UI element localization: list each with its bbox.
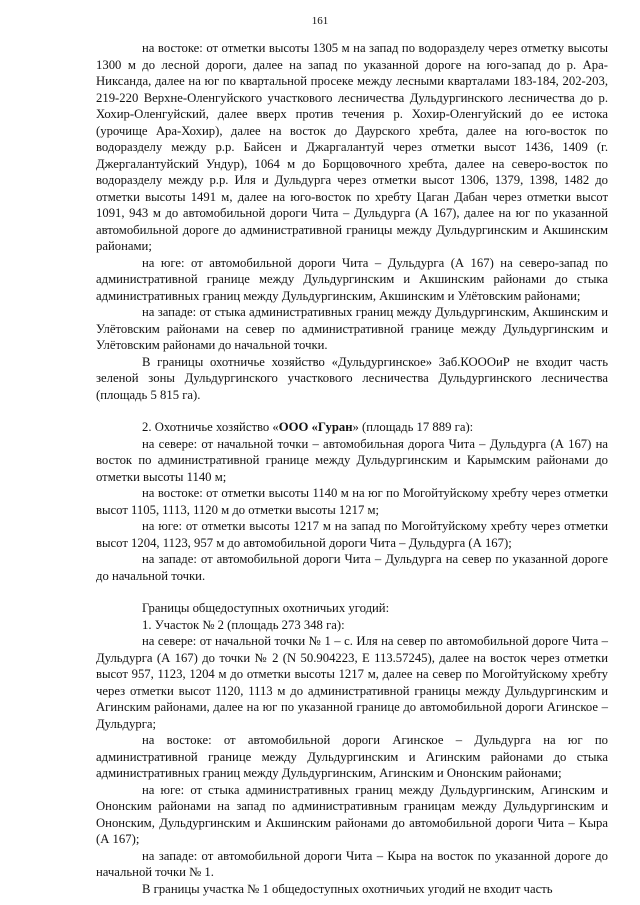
paragraph-south-boundary: на юге: от автомобильной дороги Чита – Дульдурга (А 167) на северо-запад по административной границе между Дульдургинским и Акшинским районами до стыка административных границ между Дульдургинским, Акшинским и Улётовским районами; [96, 255, 608, 303]
paragraph-west-boundary-2: на западе: от автомобильной дороги Чита – Дульдурга на север по указанной дороге до начальной точки. [96, 552, 608, 583]
paragraph-east-boundary-2: на востоке: от отметки высоты 1140 м на юг по Могойтуйскому хребту через отметки высот 1105, 1113, 1120 м до отметки высоты 1217 м; [96, 486, 608, 517]
document-body [96, 40, 608, 897]
paragraph-south-boundary-3: на юге: от стыка административных границ между Дульдургинским, Агинским и Ононским районами на запад по административным границам между Дульдургинским и Ононским, Дульдургинским и Акшинским районами до автомобильной дороги Чита – Кыра (А 167); [96, 782, 608, 846]
paragraph-north-boundary-2: на севере: от начальной точки – автомобильная дорога Чита – Дульдурга (А 167) на восток по административной границе между Дульдургинским и Карымским районами до отметки высоты 1140 м; [96, 436, 608, 484]
paragraph-south-boundary-2: на юге: от отметки высоты 1217 м на запад по Могойтуйскому хребту через отметки высот 1204, 1123, 957 м до автомобильной дороги Чита – Дульдурга (А 167); [96, 519, 608, 550]
page-number: 161 [311, 15, 329, 27]
paragraph-west-boundary-3: на западе: от автомобильной дороги Чита – Кыра на восток по указанной дороге до начальной точки № 1. [96, 848, 608, 879]
paragraph-plot-exclusion: В границы участка № 1 общедоступных охотничьих угодий не входит часть [142, 881, 553, 896]
heading-company-name: ООО «Гуран [278, 420, 353, 434]
paragraph-west-boundary: на западе: от стыка административных границ между Дульдургинским, Акшинским и Улётовским районами на север по административной границе между Дульдургинским и Улётовским районами до начальной точки. [96, 305, 608, 352]
paragraph-east-boundary-3: на востоке: от автомобильной дороги Агинское – Дульдурга на юг по административной границе между Дульдургинским и Агинским районами до стыка административных границ между Дульдургинским, Агинским и Ононским районами; [96, 733, 608, 780]
heading-lead: 2. Охотничье хозяйство « [142, 420, 279, 434]
paragraph-exclusion-note: В границы охотничье хозяйство «Дульдургинское» Заб.КОООиР не входит часть зеленой зоны Дульдургинского участкового лесничества Дульдургинского лесничества (площадь 5 815 га). [96, 354, 608, 402]
paragraph-north-boundary-3: на севере: от начальной точки № 1 – с. Иля на север по автомобильной дороге Чита – Дульдурга (А 167) до точки № 2 (N 50.904223, E 113.57245), далее на восток через отметки высот 957, 1123, 1204 м до отметки высоты 1217 м, далее на север по Могойтуйскому хребту через отметки высот 1120, 1113 м до административной границы между Дульдургинским и Агинским районами, далее на юг по указанной границе до автомобильной дороги Агинское – Дульдурга; [96, 634, 608, 731]
paragraph-east-boundary: на востоке: от отметки высоты 1305 м на запад по водоразделу через отметку высоты 1300 м до лесной дороги, далее на запад по указанной дороге на юго-запад до р. Ара-Никсанда, далее на юг по квартальной просеке между лесными кварталами 183-184, 202-203, 219-220 Верхне-Оленгуйского участкового лесничества Дульдургинского лесничества до р. Хохир-Оленгуйский, далее вверх против течения р. Хохир-Оленгуйский до ее истока (урочище Ара-Хохир), далее на восток до Даурского хребта, далее на юго-восток по водоразделу между р.р. Байсен и Джаргалантуй через отметки высот 1436, 1409 (г. Джергалантуйский Ундур), 1064 м до Борщовочного хребта, далее на северо-восток по водоразделу между р.р. Иля и Дульдурга через отметки высот 1306, 1379, 1398, 1482 до отметки высоты 1491 м, далее на юго-восток по хребту Цаган Дабан через отметки высот 1091, 943 м до автомобильной дороги Чита – Дульдурга (А 167), далее на юг по указанной автомобильной дороге до административной границы между Дульдургинским и Акшинским районами; [96, 41, 608, 253]
paragraph-plot-heading: 1. Участок № 2 (площадь 273 348 га): [142, 617, 345, 632]
heading-tail: » (площадь 17 889 га): [352, 420, 474, 434]
paragraph-hunting-farm-heading [96, 419, 608, 436]
paragraph-public-lands-heading: Границы общедоступных охотничьих угодий: [142, 601, 390, 615]
